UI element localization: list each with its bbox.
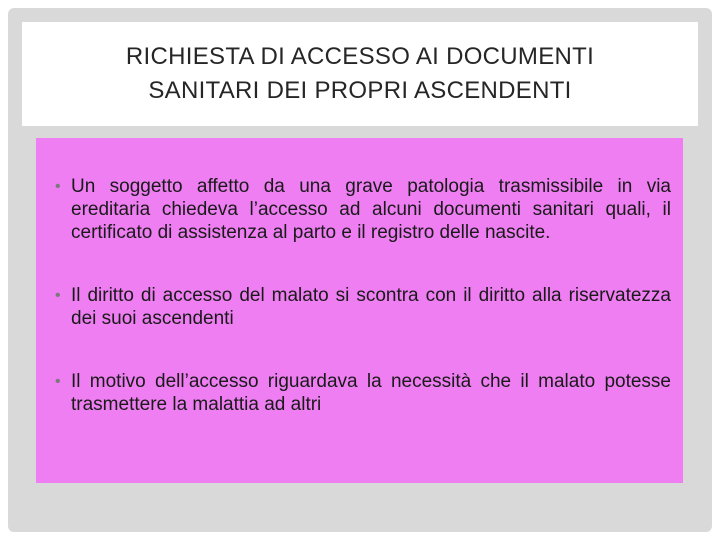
slide-title [22, 22, 698, 126]
bullet-text: Un soggetto affetto da una grave patologia trasmissibile in via ereditaria chiedeva l’accesso ad alcuni documenti sanitari quali, il certificato di assistenza al parto e il registro delle nascite. [71, 176, 671, 243]
bullet-text: Il motivo dell’accesso riguardava la necessità che il malato potesse trasmettere la malattia ad altri [71, 371, 671, 415]
bullet-item [55, 284, 671, 330]
bullet-dot-icon: • [55, 178, 61, 195]
bullet-text: Il diritto di accesso del malato si scontra con il diritto alla riservatezza dei suoi ascendenti [71, 285, 671, 329]
title-line-2: SANITARI DEI PROPRI ASCENDENTI [148, 77, 572, 104]
content-panel [36, 138, 683, 483]
bullet-item [55, 370, 671, 416]
bullet-item [55, 175, 671, 244]
bullet-dot-icon: • [55, 287, 61, 304]
bullet-list [55, 175, 671, 416]
title-line-1: RICHIESTA DI ACCESSO AI DOCUMENTI [125, 43, 595, 70]
bullet-dot-icon: • [55, 373, 61, 390]
